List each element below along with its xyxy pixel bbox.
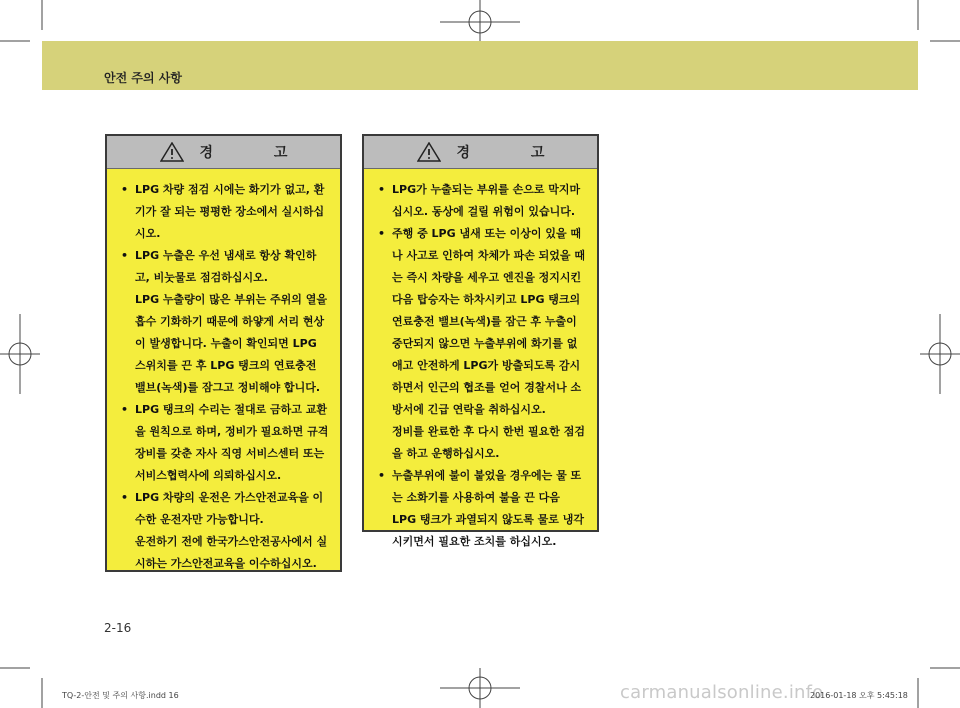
warning-triangle-icon (417, 142, 441, 162)
list-item-text: LPG 차량의 운전은 가스안전교육을 이수한 운전자만 가능합니다. (135, 491, 324, 526)
list-item (121, 179, 330, 245)
crosshair-right-icon (920, 314, 960, 394)
list-item-text: LPG 누출은 우선 냄새로 항상 확인하고, 비눗물로 점검하십시오. (135, 249, 317, 284)
crosshair-top-icon (440, 0, 520, 41)
page-number: 2-16 (104, 621, 132, 635)
list-item (121, 245, 330, 399)
list-item-text: LPG가 누출되는 부위를 손으로 막지마십시오. 동상에 걸릴 위험이 있습니다. (392, 183, 581, 218)
section-title: 안전 주의 사항 (104, 71, 182, 85)
list-item-text: LPG 차량 점검 시에는 화기가 없고, 환기가 잘 되는 평평한 장소에서 실시하십시오. (135, 183, 325, 240)
warning-title: 경 고 (199, 145, 316, 161)
list-item (121, 399, 330, 487)
warning-list (364, 169, 597, 553)
warning-list (107, 169, 340, 575)
list-item-subtext: 운전하기 전에 한국가스안전공사에서 실시하는 가스안전교육을 이수하십시오. (135, 535, 328, 570)
crosshair-left-icon (0, 314, 40, 394)
list-item (378, 179, 587, 223)
footer-file-name: TQ-2-안전 및 주의 사항.indd 16 (62, 691, 179, 700)
warning-triangle-icon (160, 142, 184, 162)
footer-timestamp: 2016-01-18 오후 5:45:18 (810, 691, 908, 700)
warning-header (107, 136, 340, 169)
warning-header (364, 136, 597, 169)
warning-box-right (362, 134, 599, 548)
list-item-text: LPG 탱크의 수리는 절대로 금하고 교환을 원칙으로 하며, 정비가 필요하면 규격장비를 갖춘 자사 직영 서비스센터 또는 서비스협력사에 의뢰하십시오. (135, 403, 329, 482)
warning-box-left (105, 134, 342, 572)
list-item (121, 487, 330, 575)
watermark: carmanualsonline.info (620, 682, 824, 703)
list-item (378, 223, 587, 465)
crosshair-bottom-icon (440, 668, 520, 708)
warning-title: 경 고 (456, 145, 573, 161)
list-item-text: 누출부위에 불이 붙었을 경우에는 물 또는 소화기를 사용하여 불을 끈 다음 LPG 탱크가 과열되지 않도록 물로 냉각시키면서 필요한 조치를 하십시오. (392, 469, 585, 548)
list-item (378, 465, 587, 553)
list-item-subtext: 정비를 완료한 후 다시 한번 필요한 점검을 하고 운행하십시오. (392, 425, 585, 460)
list-item-text: 주행 중 LPG 냄새 또는 이상이 있을 때나 사고로 인하여 차체가 파손 되었을 때는 즉시 차량을 세우고 엔진을 정지시킨 다음 탑승자는 하차시키고 LPG 탱크의 연료충전 밸브(녹색)를 잠근 후 누출이 중단되지 않으면 누출부위에 화기를 없애고 안전하게 LPG가 방출되도록 감시하면서 인근의 협조를 얻어 경찰서나 소방서에 긴급 연락을 취하십시오. (392, 227, 585, 416)
list-item-subtext: LPG 누출량이 많은 부위는 주위의 열을 흡수 기화하기 때문에 하얗게 서리 현상이 발생합니다. 누출이 확인되면 LPG 스위치를 끈 후 LPG 탱크의 연료충전 밸브(녹색)를 잠그고 정비해야 합니다. (135, 293, 328, 394)
